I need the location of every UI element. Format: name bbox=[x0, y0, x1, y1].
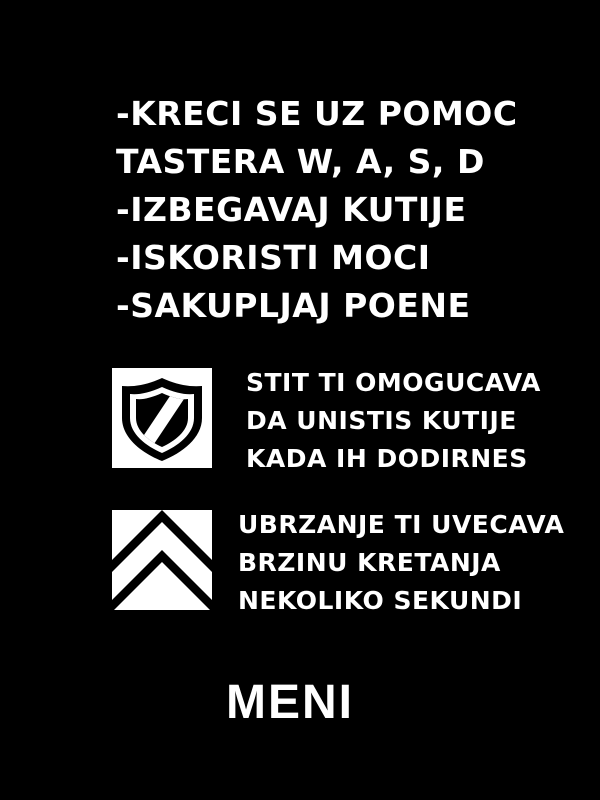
shield-icon bbox=[112, 368, 212, 468]
shield-description bbox=[246, 364, 541, 478]
instruction-line: -KRECI SE UZ POMOC bbox=[116, 94, 518, 133]
speed-description-line: UBRZANJE TI UVECAVA bbox=[238, 510, 565, 539]
instruction-line: TASTERA W, A, S, D bbox=[116, 142, 485, 181]
shield-description-line: DA UNISTIS KUTIJE bbox=[246, 406, 517, 435]
instructions-panel bbox=[116, 90, 586, 330]
instruction-line: -ISKORISTI MOCI bbox=[116, 238, 431, 277]
speed-description-line: BRZINU KRETANJA bbox=[238, 548, 501, 577]
shield-description-line: KADA IH DODIRNES bbox=[246, 444, 528, 473]
menu-button[interactable]: MENI bbox=[190, 670, 390, 736]
speed-description bbox=[238, 506, 564, 620]
shield-description-line: STIT TI OMOGUCAVA bbox=[246, 368, 541, 397]
shield-powerup-info bbox=[112, 368, 582, 473]
speed-powerup-info bbox=[112, 510, 592, 615]
instruction-line: -IZBEGAVAJ KUTIJE bbox=[116, 190, 467, 229]
double-chevron-up-icon bbox=[112, 510, 212, 610]
instruction-line: -SAKUPLJAJ POENE bbox=[116, 286, 471, 325]
speed-description-line: NEKOLIKO SEKUNDI bbox=[238, 586, 523, 615]
